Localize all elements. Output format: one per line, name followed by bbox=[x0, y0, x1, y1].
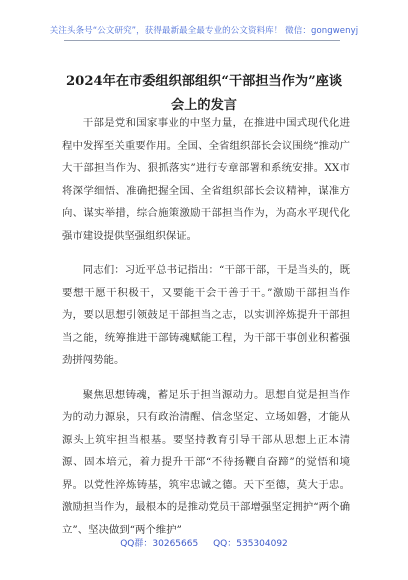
paragraph-1: 干部是党和国家事业的中坚力量，在推进中国式现代化进程中发挥至关重要作用。全国、全省组织部长会议围绕“推动广大干部担当作为、狠抓落实”进行专章部署和系统安排。XX市将深学细悟、准确把握全国、全省组织部长会议精神，谋准方向、谋实举措，综合施策激励干部担当作为，为高水平现代化强市建设提供坚强组织保证。 bbox=[62, 117, 350, 242]
paragraph-2: 同志们：习近平总书记指出：“干部干部，干是当头的，既要想干愿干积极干，又要能干会干善于干。”激励干部担当作为，要以思想引领鼓足干部担当之志，以实训淬炼提升干部担当之能，统筹推进干部铸魂赋能工程，为干部干事创业积蓄强劲拼闯势能。 bbox=[62, 264, 350, 366]
footer-qq-group: QQ群：30265665 bbox=[120, 539, 199, 549]
footer-contact bbox=[0, 536, 408, 549]
footer-qq: QQ：535304092 bbox=[213, 539, 288, 549]
paragraph-3: 聚焦思想铸魂，蓄足乐于担当源动力。思想自觉是担当作为的动力源泉，只有政治清醒、信念坚定、立场如磐，才能从源头上筑牢担当根基。要坚持教育引导干部从思想上正本清源、固本培元，着力提升干部“不待扬鞭自奋蹄”的觉悟和境界。以党性淬炼铸基，筑牢忠诚之德。天下至德，莫大于忠。激励担当作为，最根本的是推动党员干部增强坚定拥护“两个确立”、坚决做到“两个维护” bbox=[62, 388, 350, 536]
document-body bbox=[62, 112, 350, 553]
document-title: 2024年在市委组织部组织“干部担当作为”座谈会上的发言 bbox=[65, 74, 343, 113]
header-banner: 关注头条号“公文研究”，获得最新最全最专业的公文资料库！ 微信：gongwenyj bbox=[49, 26, 359, 36]
header-divider bbox=[64, 40, 340, 41]
